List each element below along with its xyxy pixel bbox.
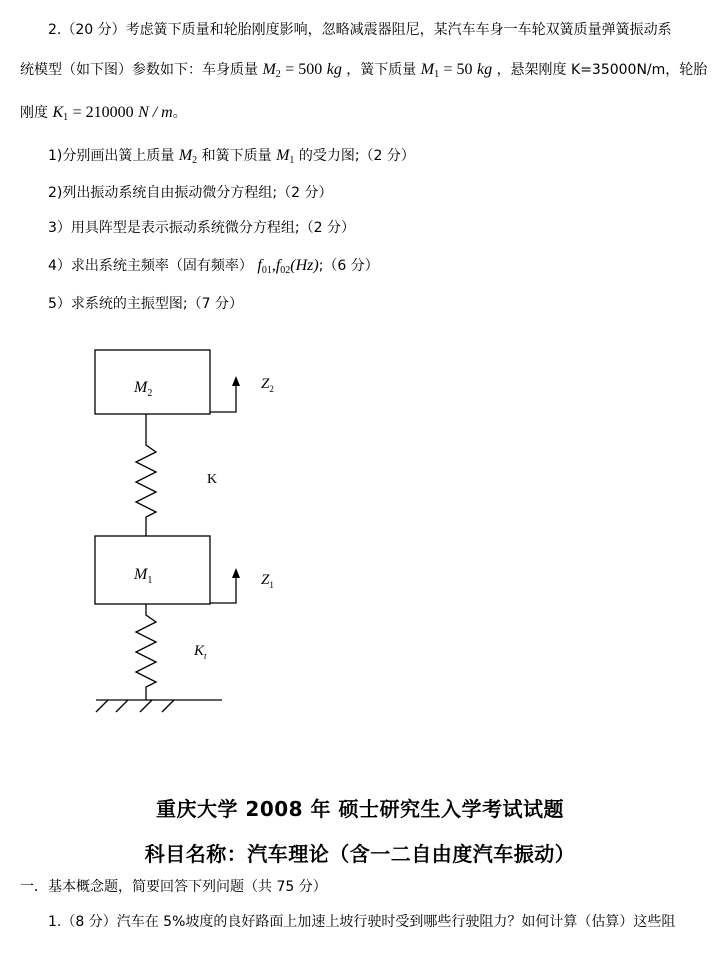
z2-arrow-icon	[210, 382, 236, 412]
section-1-question-1: 1.（8 分）汽车在 5%坡度的良好路面上加速上坡行驶时受到哪些行驶阻力？如何计算（估算）这些阻	[48, 914, 676, 930]
problem2-line2-text-a: 统模型（如下图）参数如下：车身质量	[20, 62, 258, 78]
spring-kt-label: $K_t$	[194, 643, 207, 661]
z2-label: $Z_2$	[261, 376, 274, 394]
m1-unit: kg	[477, 61, 493, 78]
problem2-line2-text-b: ，簧下质量	[346, 62, 417, 78]
mass-m2-block	[95, 350, 210, 414]
mass-m2-label: $M_2$	[134, 379, 153, 399]
ground-hatch	[96, 700, 174, 712]
m1-value: = 50	[443, 61, 473, 78]
problem2-line3-end: 。	[172, 105, 187, 121]
m1-symbol: $M_1$	[420, 61, 440, 80]
question-3: 3）用具阵型是表示振动系统微分方程组;（2 分）	[48, 220, 355, 236]
spring-k-label: K	[207, 472, 218, 487]
m2-value: = 500	[285, 61, 323, 78]
problem2-line2	[20, 60, 707, 85]
question-4: 4）求出系统主频率（固有频率） $f_{01},f_{02}(Hz);(6$ 分）	[48, 257, 379, 276]
k1-symbol: $K_1$	[52, 104, 69, 123]
mass-m1-label: $M_1$	[134, 566, 153, 586]
problem2-line1-text: 2.（20 分）考虑簧下质量和轮胎刚度影响，忽略减震器阻尼，某汽车车身一车轮双簧质量弹簧振动系	[48, 22, 672, 38]
tire-spring	[136, 604, 156, 700]
hz-unit: (Hz)	[290, 257, 319, 274]
question-5: 5）求系统的主振型图;（7 分）	[48, 296, 243, 312]
z1-arrow-icon	[210, 574, 236, 603]
vibration-model-diagram	[0, 330, 720, 730]
question-2: 2)列出振动系统自由振动微分方程组;（2 分）	[48, 185, 333, 201]
f01-symbol: $f_{01}$	[257, 257, 272, 276]
m2-unit: kg	[326, 61, 342, 78]
problem2-line3	[20, 103, 187, 128]
question-1-text-c: 的受力图;（2 分）	[298, 148, 415, 164]
f02-symbol: $f_{02}$	[275, 257, 291, 276]
z1-label: $Z_1$	[261, 572, 274, 590]
suspension-spring	[136, 414, 156, 536]
section-1-heading: 一．基本概念题，简要回答下列问题（共 75 分）	[20, 879, 327, 895]
problem2-line1	[48, 20, 672, 40]
k1-unit: N / m	[138, 104, 173, 121]
question-1-text-b: 和簧下质量	[201, 148, 272, 164]
q1-m2-symbol: $M_2$	[178, 147, 198, 166]
m2-symbol: $M_2$	[262, 61, 281, 80]
problem2-line3-text: 刚度	[20, 105, 48, 121]
question-4-text-b: ;（6 分）	[318, 258, 379, 274]
k1-value: = 210000	[72, 104, 134, 121]
exam-subject: 科目名称：汽车理论（含一二自由度汽车振动）	[144, 842, 576, 866]
question-1-text-a: 1)分别画出簧上质量	[48, 148, 175, 164]
exam-title: 重庆大学 2008 年 硕士研究生入学考试试题	[155, 797, 565, 821]
mass-m1-block	[95, 536, 210, 604]
question-4-text-a: 4）求出系统主频率（固有频率）	[48, 258, 253, 274]
q1-m1-symbol: $M_1$	[276, 147, 295, 166]
problem2-line2-text-c: ，悬架刚度 K=35000N/m，轮胎	[496, 62, 708, 78]
question-1	[48, 146, 415, 171]
